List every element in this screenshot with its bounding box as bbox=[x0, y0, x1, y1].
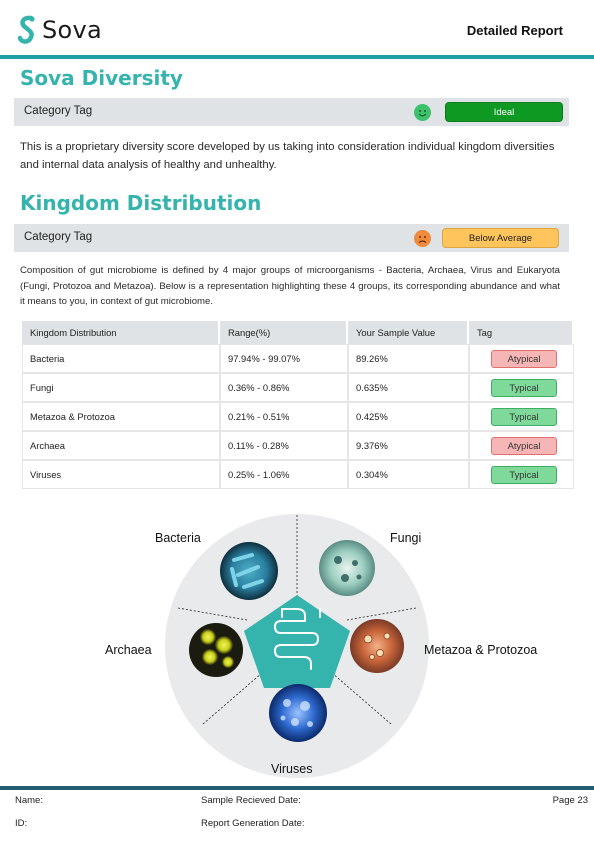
brand-name: Sova bbox=[42, 16, 103, 44]
diversity-category-bar bbox=[14, 98, 569, 126]
column-header: Range(%) bbox=[220, 321, 348, 344]
kingdom-range: 0.25% - 1.06% bbox=[220, 460, 348, 489]
table-row bbox=[22, 373, 574, 402]
kingdom-range: 97.94% - 99.07% bbox=[220, 344, 348, 373]
kingdom-status-badge: Below Average bbox=[442, 228, 559, 248]
tag-cell bbox=[469, 431, 574, 460]
bacteria-image bbox=[220, 542, 278, 600]
header-divider bbox=[0, 55, 594, 59]
archaea-label: Archaea bbox=[105, 643, 152, 657]
kingdom-category-bar bbox=[14, 224, 569, 252]
tag-cell bbox=[469, 460, 574, 489]
status-badge: Typical bbox=[491, 466, 557, 484]
report-title: Detailed Report bbox=[466, 23, 563, 38]
kingdom-description: Composition of gut microbiome is defined by 4 major groups of microorganisms - Bacteria, Archaea, Virus and Eukaryota (Fungi, Protozoa and Metazoa). Below is a representation highlighting these 4 groups, its corresponding abundance and what it means to you, in context of gut microbiome. bbox=[20, 265, 560, 307]
diversity-category-label: Category Tag bbox=[24, 105, 93, 117]
status-badge: Typical bbox=[491, 379, 557, 397]
table-row bbox=[22, 460, 574, 489]
page-number: Page 23 bbox=[552, 795, 588, 806]
sad-face-icon bbox=[414, 230, 431, 247]
tag-cell bbox=[469, 373, 574, 402]
diversity-description: This is a proprietary diversity score developed by us taking into consideration individual kingdom diversities and internal data analysis of healthy and unhealthy. bbox=[20, 141, 555, 171]
diversity-title: Sova Diversity bbox=[20, 66, 183, 90]
kingdom-table bbox=[22, 321, 574, 489]
sample-value: 89.26% bbox=[348, 344, 469, 373]
tag-cell bbox=[469, 402, 574, 431]
kingdom-name: Metazoa & Protozoa bbox=[22, 402, 220, 431]
kingdom-range: 0.36% - 0.86% bbox=[220, 373, 348, 402]
viruses-label: Viruses bbox=[271, 762, 313, 776]
sova-logo-icon bbox=[16, 14, 38, 46]
fungi-label: Fungi bbox=[390, 531, 422, 545]
sample-date-label: Sample Recieved Date: bbox=[201, 795, 301, 806]
kingdom-diagram bbox=[0, 505, 594, 785]
page-header bbox=[0, 0, 594, 56]
fungi-image bbox=[319, 540, 375, 596]
name-label: Name: bbox=[15, 795, 43, 806]
brand-logo bbox=[16, 14, 102, 46]
kingdom-name: Bacteria bbox=[22, 344, 220, 373]
metazoa-protozoa-label: Metazoa & Protozoa bbox=[424, 643, 538, 657]
kingdom-name: Fungi bbox=[22, 373, 220, 402]
kingdom-range: 0.21% - 0.51% bbox=[220, 402, 348, 431]
table-header-row bbox=[22, 321, 574, 344]
sample-value: 0.635% bbox=[348, 373, 469, 402]
kingdom-title: Kingdom Distribution bbox=[20, 191, 262, 215]
table-row bbox=[22, 431, 574, 460]
sample-value: 0.425% bbox=[348, 402, 469, 431]
status-badge: Atypical bbox=[491, 437, 557, 455]
kingdom-category-label: Category Tag bbox=[24, 231, 93, 243]
column-header: Kingdom Distribution bbox=[22, 321, 220, 344]
happy-face-icon bbox=[414, 104, 431, 121]
table-row bbox=[22, 402, 574, 431]
sample-value: 0.304% bbox=[348, 460, 469, 489]
metazoa-protozoa-image bbox=[350, 619, 404, 673]
bacteria-label: Bacteria bbox=[155, 531, 201, 545]
table-row bbox=[22, 344, 574, 373]
report-date-label: Report Generation Date: bbox=[201, 818, 305, 829]
column-header: Your Sample Value bbox=[348, 321, 469, 344]
kingdom-name: Viruses bbox=[22, 460, 220, 489]
archaea-image bbox=[189, 623, 243, 677]
id-label: ID: bbox=[15, 818, 28, 829]
tag-cell bbox=[469, 344, 574, 373]
status-badge: Typical bbox=[491, 408, 557, 426]
footer-divider bbox=[0, 786, 594, 790]
diversity-status-badge: Ideal bbox=[445, 102, 563, 122]
column-header: Tag bbox=[469, 321, 574, 344]
kingdom-name: Archaea bbox=[22, 431, 220, 460]
kingdom-range: 0.11% - 0.28% bbox=[220, 431, 348, 460]
sample-value: 9.376% bbox=[348, 431, 469, 460]
status-badge: Atypical bbox=[491, 350, 557, 368]
viruses-image bbox=[269, 684, 327, 742]
